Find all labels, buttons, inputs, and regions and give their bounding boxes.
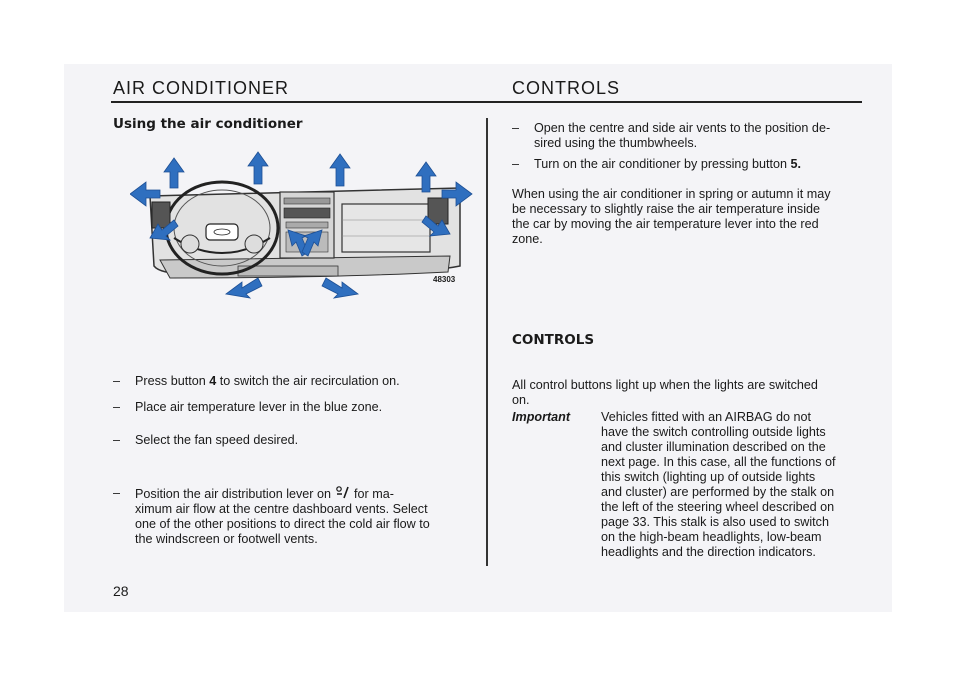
subtitle-using: Using the air conditioner (113, 116, 303, 132)
seasonal-paragraph: When using the air conditioner in spring or autumn it may be necessary to slightly raise the air temperature inside the car by moving the air temperature lever into the red zone. (512, 187, 831, 246)
face-vent-icon (335, 486, 351, 500)
bullet-dash: – (113, 433, 121, 447)
subtitle-controls: CONTROLS (512, 332, 595, 348)
controls-paragraph: All control buttons light up when the lights are switched on. (512, 378, 818, 407)
section-title-controls: CONTROLS (512, 78, 621, 98)
button-number-4: 4 (209, 374, 217, 388)
important-note: Vehicles fitted with an AIRBAG do not have the switch controlling outside lights and cluster illumination described on the next page. In this case, all the functions of this switch (lighting up of outside lights and cluster) are performed by the stalk on the left of the steering wheel described on page 33. This stalk is also used to switch on the high-beam headlights, low-beam headlights and the direction indicators. (601, 410, 836, 559)
bullet-dash: – (512, 157, 520, 171)
bullet-dash: – (113, 486, 121, 500)
page-number: 28 (113, 583, 129, 599)
header-rule (111, 101, 862, 103)
bullet-dash: – (113, 400, 121, 414)
section-title-air-conditioner: AIR CONDITIONER (113, 78, 290, 98)
important-label: Important (512, 410, 571, 424)
figure-number: 48303 (433, 275, 456, 284)
bullet-dash: – (113, 374, 121, 388)
bullet-dash: – (512, 121, 520, 135)
button-number-5: 5. (790, 157, 801, 171)
dashboard-illustration (130, 148, 475, 308)
column-divider (486, 118, 488, 566)
